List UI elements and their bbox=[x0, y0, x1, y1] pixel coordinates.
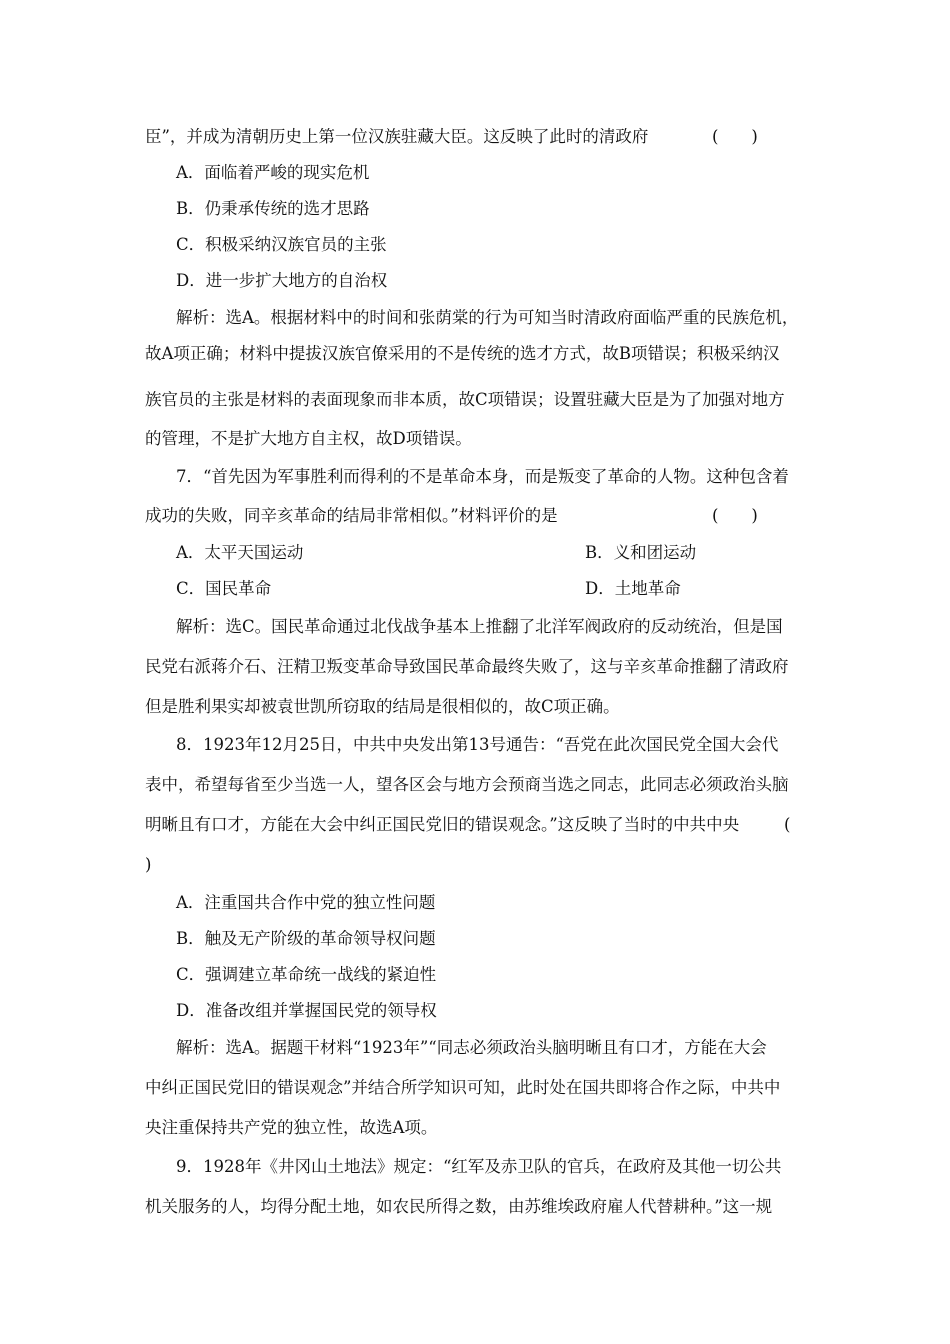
q6-answer-paren: ( ) bbox=[712, 127, 758, 146]
q7-analysis-line: 民党右派蒋介石、汪精卫叛变革命导致国民革命最终失败了，这与辛亥革命推翻了清政府 bbox=[145, 657, 789, 676]
q8-option-d: D．准备改组并掌握国民党的领导权 bbox=[176, 1001, 437, 1020]
q6-stem-tail: 臣”，并成为清朝历史上第一位汉族驻藏大臣。这反映了此时的清政府 bbox=[145, 127, 649, 146]
q8-analysis-line: 央注重保持共产党的独立性，故选A项。 bbox=[145, 1118, 438, 1137]
q6-analysis-line: 解析：选A。根据材料中的时间和张荫棠的行为可知当时清政府面临严重的民族危机， bbox=[176, 308, 799, 327]
q6-analysis-line: 族官员的主张是材料的表面现象而非本质，故C项错误；设置驻藏大臣是为了加强对地方 bbox=[145, 390, 785, 409]
q9-stem-line: 9．1928年《井冈山土地法》规定：“红军及赤卫队的官兵，在政府及其他一切公共 bbox=[176, 1157, 782, 1176]
q8-stem-line: 8．1923年12月25日，中共中央发出第13号通告：“吾党在此次国民党全国大会代 bbox=[176, 735, 779, 754]
q6-analysis-line: 的管理，不是扩大地方自主权，故D项错误。 bbox=[145, 429, 472, 448]
q8-option-b: B．触及无产阶级的革命领导权问题 bbox=[176, 929, 436, 948]
q6-analysis-line: 故A项正确；材料中提拔汉族官僚采用的不是传统的选才方式，故B项错误；积极采纳汉 bbox=[145, 344, 780, 363]
q8-option-c: C．强调建立革命统一战线的紧迫性 bbox=[176, 965, 437, 984]
q8-paren-open: ( bbox=[784, 815, 791, 834]
q7-answer-paren: ( ) bbox=[712, 506, 758, 525]
q6-option-d: D．进一步扩大地方的自治权 bbox=[176, 271, 388, 290]
q7-option-b: B．义和团运动 bbox=[585, 543, 697, 562]
q6-option-a: A．面临着严峻的现实危机 bbox=[176, 163, 370, 182]
q8-stem-line: 明晰且有口才，方能在大会中纠正国民党旧的错误观念。”这反映了当时的中共中央 bbox=[145, 815, 740, 834]
q6-option-c: C．积极采纳汉族官员的主张 bbox=[176, 235, 387, 254]
q8-paren-close: ) bbox=[145, 855, 152, 874]
q8-analysis-line: 中纠正国民党旧的错误观念”并结合所学知识可知，此时处在国共即将合作之际，中共中 bbox=[145, 1078, 781, 1097]
q8-analysis-line: 解析：选A。据题干材料“1923年”“同志必须政治头脑明晰且有口才，方能在大会 bbox=[176, 1038, 767, 1057]
q8-stem-line: 表中，希望每省至少当选一人，望各区会与地方会预商当选之同志，此同志必须政治头脑 bbox=[145, 775, 789, 794]
q7-stem-line: 7．“首先因为军事胜利而得利的不是革命本身，而是叛变了革命的人物。这种包含着 bbox=[176, 467, 789, 486]
q7-analysis-line: 但是胜利果实却被袁世凯所窃取的结局是很相似的，故C项正确。 bbox=[145, 697, 620, 716]
q7-analysis-line: 解析：选C。国民革命通过北伐战争基本上推翻了北洋军阀政府的反动统治，但是国 bbox=[176, 617, 783, 636]
q8-option-a: A．注重国共合作中党的独立性问题 bbox=[176, 893, 436, 912]
q9-stem-line: 机关服务的人，均得分配土地，如农民所得之数，由苏维埃政府雇人代替耕种。”这一规 bbox=[145, 1197, 773, 1216]
q7-option-d: D．土地革命 bbox=[585, 579, 681, 598]
q6-option-b: B．仍秉承传统的选才思路 bbox=[176, 199, 370, 218]
q7-stem-line: 成功的失败，同辛亥革命的结局非常相似。”材料评价的是 bbox=[145, 506, 558, 525]
q7-option-c: C．国民革命 bbox=[176, 579, 272, 598]
q7-option-a: A．太平天国运动 bbox=[176, 543, 304, 562]
